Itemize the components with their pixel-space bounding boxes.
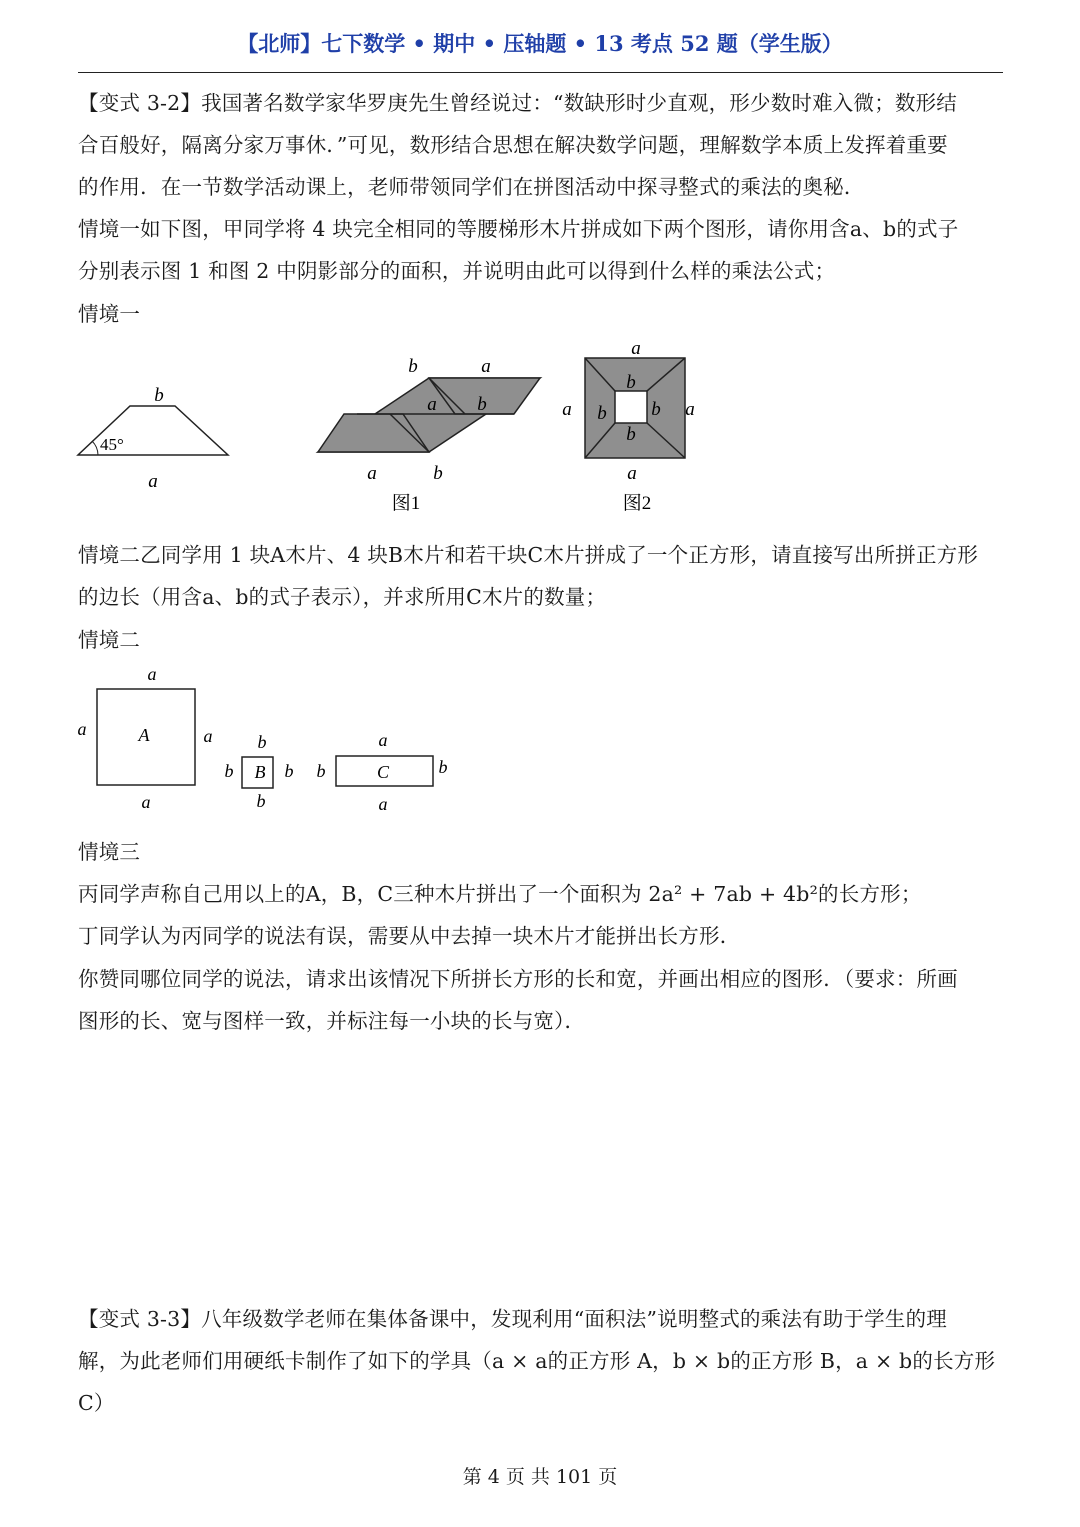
piece-b-label-top: b [257,732,267,752]
trapezoid-label-angle: 45° [100,435,124,454]
piece-a-label-left: a [77,719,87,739]
piece-c [317,730,448,814]
piece-b-label-right: b [284,761,294,781]
fig2-label-b-left: b [597,403,607,424]
problem-33-line-3: C） [78,1391,115,1415]
fig1-label-b-mid: b [477,394,487,415]
fig2-label-a-left: a [562,399,572,420]
scenario-2-pieces-figure [70,660,470,820]
problem-32-line-3: 的作用．在一节数学活动课上，老师带领同学们在拼图活动中探寻整式的乘法的奥秘． [78,175,865,199]
trapezoid-piece [78,385,228,492]
fig1-label-a-mid: a [427,394,437,415]
piece-a-label-top: a [147,664,157,684]
scenario-3-line-2: 丁同学认为丙同学的说法有误，需要从中去掉一块木片才能拼出长方形． [78,924,741,948]
page-header: 【北师】七下数学 • 期中 • 压轴题 • 13 考点 52 题（学生版） [237,31,843,56]
header-divider [78,72,1003,73]
problem-32-line-4: 情境一如下图，甲同学将 4 块完全相同的等腰梯形木片拼成如下两个图形，请你用含a、b的式子 [78,217,959,241]
fig1-caption: 图1 [391,493,421,514]
trapezoid-label-bottom: a [148,471,158,492]
piece-a-label-bottom: a [141,792,151,812]
piece-a [78,664,213,812]
piece-c-label-bottom: a [378,794,388,814]
scenario-3-line-4: 图形的长、宽与图样一致，并标注每一小块的长与宽）． [78,1009,586,1033]
piece-a-label-right: a [203,726,213,746]
scenario-1-figure [70,340,710,520]
scenario-3-line-3: 你赞同哪位同学的说法，请求出该情况下所拼长方形的长和宽，并画出相应的图形．（要求：所画 [78,967,958,991]
fig1-parallelogram [318,356,540,514]
scenario-2-line-2: 的边长（用含a、b的式子表示），并求所用C木片的数量； [78,585,607,609]
fig1-label-b-bottom: b [433,463,443,484]
fig2-label-a-top: a [631,340,641,359]
problem-32-line-5: 分别表示图 1 和图 2 中阴影部分的面积，并说明由此可以得到什么样的乘法公式； [78,259,836,283]
piece-b-label-bottom: b [256,791,266,811]
scenario-1-label: 情境一 [78,302,141,326]
piece-b-name: B [254,762,266,782]
fig2-label-b-top: b [626,372,636,393]
fig2-label-a-right: a [685,399,695,420]
problem-32-line-2: 合百般好，隔离分家万事休．”可见，数形结合思想在解决数学问题，理解数学本质上发挥着重要 [78,133,948,157]
piece-c-name: C [376,762,390,782]
piece-c-label-top: a [378,730,388,750]
fig2-caption: 图2 [622,493,652,514]
problem-33-line-2: 解，为此老师们用硬纸卡制作了如下的学具（a × a的正方形 A，b × b的正方形 B，a × b的长方形 [78,1349,996,1373]
scenario-3-label: 情境三 [78,840,141,864]
fig2-label-b-bottom: b [626,424,636,445]
scenario-2-line-1: 情境二乙同学用 1 块A木片、4 块B木片和若干块C木片拼成了一个正方形，请直接写出所拼正方形 [78,543,979,567]
problem-33-line-1: 【变式 3-3】八年级数学老师在集体备课中，发现利用“面积法”说明整式的乘法有助于学生的理 [78,1307,947,1331]
fig2-square [562,340,695,514]
page-footer: 第 4 页 共 101 页 [462,1466,618,1488]
problem-32-line-1: 【变式 3-2】我国著名数学家华罗庚先生曾经说过：“数缺形时少直观，形少数时难入微；数形结 [78,91,958,115]
piece-b [225,732,294,811]
fig1-label-a-bottom: a [367,463,377,484]
piece-c-label-right: b [438,757,448,777]
fig2-label-a-bottom: a [627,463,637,484]
scenario-3-line-1: 丙同学声称自己用以上的A，B，C三种木片拼出了一个面积为 2a² + 7ab + 4b²的长方形； [78,882,922,906]
trapezoid-label-top: b [154,385,164,406]
fig1-label-b-top: b [408,356,418,377]
fig2-label-b-right: b [651,399,661,420]
piece-c-label-left: b [316,761,326,781]
piece-a-name: A [138,725,150,745]
piece-b-label-left: b [224,761,234,781]
scenario-2-label: 情境二 [78,628,141,652]
fig1-label-a-top: a [481,356,491,377]
